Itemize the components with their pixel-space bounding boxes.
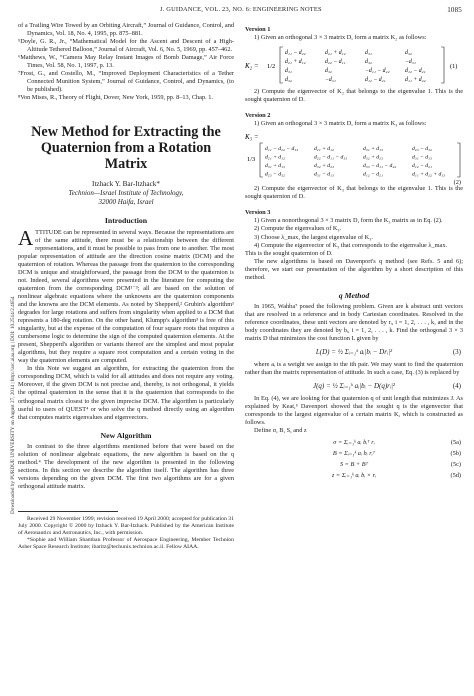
matrix-coefficient: 1/2 xyxy=(267,63,276,71)
version-2-heading: Version 2 xyxy=(245,112,271,120)
footnote-received: Received 29 November 1999; revision received 19 April 2000; accepted for publication 31 July 2000. Copyright © 2000 by Itzhack Y. Bar-Itzhack. Published by the American Institute of Aeronautics and Astronautics, Inc., with permission. xyxy=(18,515,234,536)
matrix-cell: d₃₂ xyxy=(365,59,372,66)
reference-item: ⁵Doyle, G. R., Jr., “Mathematical Model for the Ascent and Descent of a High-Altitude Tethered Balloon,” Journal of Aircraft, Vol. 6, No. 5, 1969, pp. 457–462. xyxy=(18,38,234,54)
equation-3-body: L(D) = ½ Σᵢ₌₁ᵏ aᵢ|bᵢ − Drᵢ|² xyxy=(315,348,393,357)
download-notice: Downloaded by PURDUE UNIVERSITY on August 27, 2014 | http://arc.aiaa.org | DOI: 10.2514/2.4654 xyxy=(10,296,16,514)
version-2-step-1: 1) Given an orthogonal 3 × 3 matrix D, form a matrix K₃ as follows: xyxy=(254,120,427,128)
matrix-cell: −d₃₁ xyxy=(325,77,336,84)
footnote-author: *Sophie and William Shamban Professor of Aerospace Engineering, Member Technion Asher Space Research Institute; ibaritz@techunix.technion.ac.il. Fellow AIAA. xyxy=(18,536,234,550)
intro-paragraph-2: In this Note we suggest an algorithm, for extracting the quaternion from the corresponding DCM, which is valid for all attitudes and does not require any voting. Moreover, if the given DCM is not precise and, thereby, is not orthogonal, it yields the optimal quaternion in the sense that it is the quaternion that corresponds to the orthogonal matrix closest to the given imprecise DCM. The algorithm is particularly useful to users of QUEST⁴ or who solve the q method directly using an algorithm that computes matrix eigenvalues and eigenvectors. xyxy=(18,365,234,421)
equation-5b xyxy=(245,450,463,458)
equation-5d xyxy=(245,472,463,480)
version-3-item: 4) Compute the eigenvector of K₃ that corresponds to the eigenvalue λ_max. xyxy=(254,241,448,249)
matrix-cell: d₁₂ − d₂₁ xyxy=(365,77,386,84)
equation-5a xyxy=(245,439,463,447)
matrix-cell: d₃₂ xyxy=(325,68,332,75)
matrix-cell: d₃₁ + d₁₃ xyxy=(363,146,383,153)
section-heading-introduction: Introduction xyxy=(104,216,148,226)
equation-5-group xyxy=(245,439,463,480)
matrix-cell: d₃₃ − d₁₁ − d₂₂ xyxy=(363,163,397,170)
matrix-cell: −d₃₁ xyxy=(405,59,416,66)
matrix-cell: d₃₁ − d₁₃ xyxy=(314,171,334,178)
reference-item: ⁶Matthews, W., “Camera May Relay Instant Images of Bomb Damage,” Air Force Times, Vol. 58, No. 1, 1997, p. 13. xyxy=(18,54,234,70)
q-method-paragraph-1: In 1965, Wahba⁷ posed the following problem. Given are k abstract unit vectors that are resolved in a reference and in body Cartesian coordinates. Resolved in the reference coordinates, these unit vectors are denoted by rᵢ, i = 1, 2, . . . , k, and in the body coordinates they are denoted by bᵢ, i = 1, 2, . . . , k. Find the orthogonal 3 × 3 matrix D that minimizes the cost function L given by xyxy=(245,302,463,343)
version-1-step-1: 1) Given an orthogonal 3 × 3 matrix D, form a matrix K₂ as follows: xyxy=(254,34,427,42)
matrix-cell: d₁₂ − d₂₁ xyxy=(405,68,426,75)
matrix-cell: d₁₂ − d₂₁ xyxy=(363,171,383,178)
matrix-cell: d₃₁ − d₁₃ xyxy=(412,154,432,161)
equation-lhs: B = xyxy=(332,449,343,457)
matrix-cells-k2 xyxy=(285,50,426,83)
article-title: New Method for Extracting the Quaternion from a Rotation Matrix xyxy=(31,124,221,173)
matrix-cell: d₃₂ + d₂₃ xyxy=(314,163,334,170)
equation-number: (4) xyxy=(452,382,461,391)
matrix-cell: d₂₁ + d₁₂ xyxy=(325,50,346,57)
matrix-cell: d₁₁ + d₂₂ + d₃₃ xyxy=(412,171,446,178)
version-2-step-2: 2) Compute the eigenvector of K₃ that belongs to the eigenvalue 1. This is the sought quaternion of D. xyxy=(245,185,463,201)
version-1-heading: Version 1 xyxy=(245,26,271,33)
version-3-paragraph: The new algorithms is based on Davenport's q method (see Refs. 5 and 6); therefore, we start our presentation of the algorithm by a short description of this method. xyxy=(245,257,463,281)
matrix-cell: d₃₂ xyxy=(405,50,412,57)
intro-paragraph xyxy=(18,225,234,366)
equation-number: (5a) xyxy=(450,438,461,446)
left-column xyxy=(18,22,234,551)
intro-text: TTITUDE can be represented in several ways. Because the representations are of the same attitude, there must be a relationship between the different representations, and it must be possible to pass from one to another. The most popular representation of attitude are the direction cosine matrix (DCM) and the quaternion of rotation. Whereas the passage from the quaternion to the corresponding DCM is unique and straightforward, the passage from the DCM to the quaternion is not. Indeed, several algorithms were presented in the literature for computing the quaternion from the corresponding DCM¹⁻³; all are based on the solution of nonlinear algebraic equations where the unknowns are the quaternion components and the knowns are the DCM elements. As noted by Shepperd,² Grubin's algorithm¹ degrades for large rotations and suffers from singularity when applied to a DCM that represents a 180-deg rotation. On the other hand, Klumpp's algorithm³ is free of this singularity, but at the expense of the computation of four square roots that requires a cumbersome logic to determine the sign of the computed quaternion elements. At the present, Shepperd's algorithm or variants thereof are the simplest and most popular algorithms, but they require a square root computation and a certain voting in the way the quaternion elements are computed. xyxy=(18,228,234,365)
matrix-k2 xyxy=(245,45,463,85)
equation-rhs: Σᵢ₌₁ᵏ aᵢ bᵢᵀ rᵢ xyxy=(343,438,375,446)
new-algorithm-paragraph: In contrast to the three algorithms mentioned before that were based on the solution of nonlinear algebraic equations, the new algorithm is based on the q method.⁴ The development of the new algorithm is presented in the following sections. In this section we describe the algorithm itself. The algorithm has three versions depending on the given DCM. The first two algorithms are for a given orthogonal attitude matrix. xyxy=(18,442,234,490)
equation-rhs: B + Bᵀ xyxy=(350,460,369,468)
version-3-item: 3) Choose λ_max, the largest eigenvalue of K₃. xyxy=(254,233,373,241)
equation-lhs: S = xyxy=(339,460,349,468)
matrix-cell: d₂₂ − d₁₁ xyxy=(325,59,346,66)
version-1-step-2: 2) Compute the eigenvector of K₂ that belongs to the eigenvalue 1. This is the sought quaternion of D. xyxy=(245,88,463,104)
equation-number: (1) xyxy=(450,63,458,71)
download-sidebar xyxy=(2,214,14,514)
equation-4-body: J(q) = ½ Σᵢ₌₁ᵏ aᵢ|bᵢ − D(q)rᵢ|² xyxy=(312,382,396,391)
equation-number: (5c) xyxy=(450,460,461,468)
equation-5c xyxy=(245,461,463,469)
matrix-cell: d₁₁ + d₂₂ xyxy=(405,77,426,84)
matrix-cell: d₁₁ − d₂₂ − d₃₃ xyxy=(265,146,299,153)
matrix-cells-k3 xyxy=(265,146,445,178)
section-heading-new-algorithm: New Algorithm xyxy=(100,430,152,440)
page-number: 1085 xyxy=(447,6,462,14)
reference-list xyxy=(18,22,234,102)
matrix-cell: d₃₁ + d₁₃ xyxy=(265,163,285,170)
version-3-item: This is the sought quaternion of D. xyxy=(245,249,333,257)
equation-4 xyxy=(245,382,463,390)
matrix-cell: d₃₂ xyxy=(285,77,292,84)
drop-cap: A xyxy=(18,225,34,250)
right-column xyxy=(245,22,463,483)
running-header xyxy=(160,6,462,18)
matrix-cell: d₂₃ − d₃₂ xyxy=(265,171,285,178)
affiliation-line: Technion—Israel Institute of Technology, xyxy=(68,189,184,198)
matrix-lhs: K₂ = xyxy=(245,62,259,71)
section-heading-q-method: q Method xyxy=(338,290,370,300)
version-3-item: 2) Compute the eigenvalues of K₃. xyxy=(254,225,342,233)
equation-number: (5d) xyxy=(450,471,461,479)
matrix-k3 xyxy=(245,131,463,179)
matrix-cell: d₃₁ xyxy=(365,50,372,57)
matrix-lhs: K₃ = xyxy=(245,133,259,142)
journal-line: J. GUIDANCE, VOL. 23, NO. 6: ENGINEERING NOTES xyxy=(160,6,322,13)
matrix-cell: d₂₃ − d₃₂ xyxy=(412,146,432,153)
equation-lhs: σ = xyxy=(333,438,343,446)
equation-number: (3) xyxy=(452,348,461,357)
matrix-cell: d₂₁ + d₁₂ xyxy=(314,146,334,153)
reference-item: of a Trailing Wire Towed by an Orbiting Aircraft,” Journal of Guidance, Control, and Dynamics, Vol. 18, No. 4, 1995, pp. 875–881. xyxy=(18,22,234,38)
reference-item: ⁷Frost, G., and Costello, M., “Improved Deployment Characteristics of a Tether Connected Munition System,” Journal of Guidance, Control, and Dynamics, (to be published). xyxy=(18,70,234,94)
version-3-heading: Version 3 xyxy=(245,209,271,217)
equation-rhs: Σᵢ₌₁ᵏ aᵢ bᵢ × rᵢ xyxy=(341,471,377,479)
equation-1 xyxy=(245,45,463,85)
matrix-cell: d₃₁ xyxy=(285,68,292,75)
equation-number: (2) xyxy=(453,179,461,187)
matrix-cell: d₂₁ + d₁₂ xyxy=(285,59,306,66)
matrix-cell: d₃₂ + d₂₃ xyxy=(363,154,383,161)
author-name: Itzhack Y. Bar-Itzhack* xyxy=(92,180,160,189)
q-method-paragraph-2: where aᵢ is a weight we assign to the ith pair. We may want to find the quaternion rather than the matrix representation of attitude. In such a case, Eq. (3) is replaced by xyxy=(245,361,463,377)
matrix-cell: −d₁₁ − d₂₂ xyxy=(365,68,390,75)
matrix-cell: d₂₁ + d₁₂ xyxy=(265,154,285,161)
matrix-cell: d₂₂ − d₁₁ − d₃₃ xyxy=(314,154,348,161)
footnote-rule xyxy=(18,511,118,512)
equation-rhs: Σᵢ₌₁ᵏ aᵢ bᵢ rᵢᵀ xyxy=(344,449,376,457)
q-method-paragraph-4: Define σ, B, S, and z xyxy=(254,427,307,435)
equation-lhs: z = xyxy=(331,471,341,479)
matrix-cell: d₁₁ − d₂₂ xyxy=(285,50,306,57)
version-3-item: 1) Given a nonorthogonal 3 × 3 matrix D, form the K₃ matrix as in Eq. (2). xyxy=(254,217,443,225)
equation-3 xyxy=(245,348,463,356)
matrix-coefficient: 1/3 xyxy=(247,156,256,164)
matrix-cell: d₁₂ − d₂₁ xyxy=(412,163,432,170)
reference-item: ⁸Von Mises, R., Theory of Flight, Dover, New York, 1959, pp. 8–13, Chap. 1. xyxy=(18,94,213,102)
equation-number: (5b) xyxy=(450,449,461,457)
equation-2 xyxy=(245,131,463,187)
affiliation-line: 32000 Haifa, Israel xyxy=(98,198,154,207)
q-method-paragraph-3: In Eq. (4), we are looking for that quaternion q of unit length that minimizes J. As explained by Keat,⁵ Davenport showed that the sought q is the eigenvector that corresponds to the largest eigenvalue of a certain matrix K, which is constructed as follows. xyxy=(245,395,463,427)
